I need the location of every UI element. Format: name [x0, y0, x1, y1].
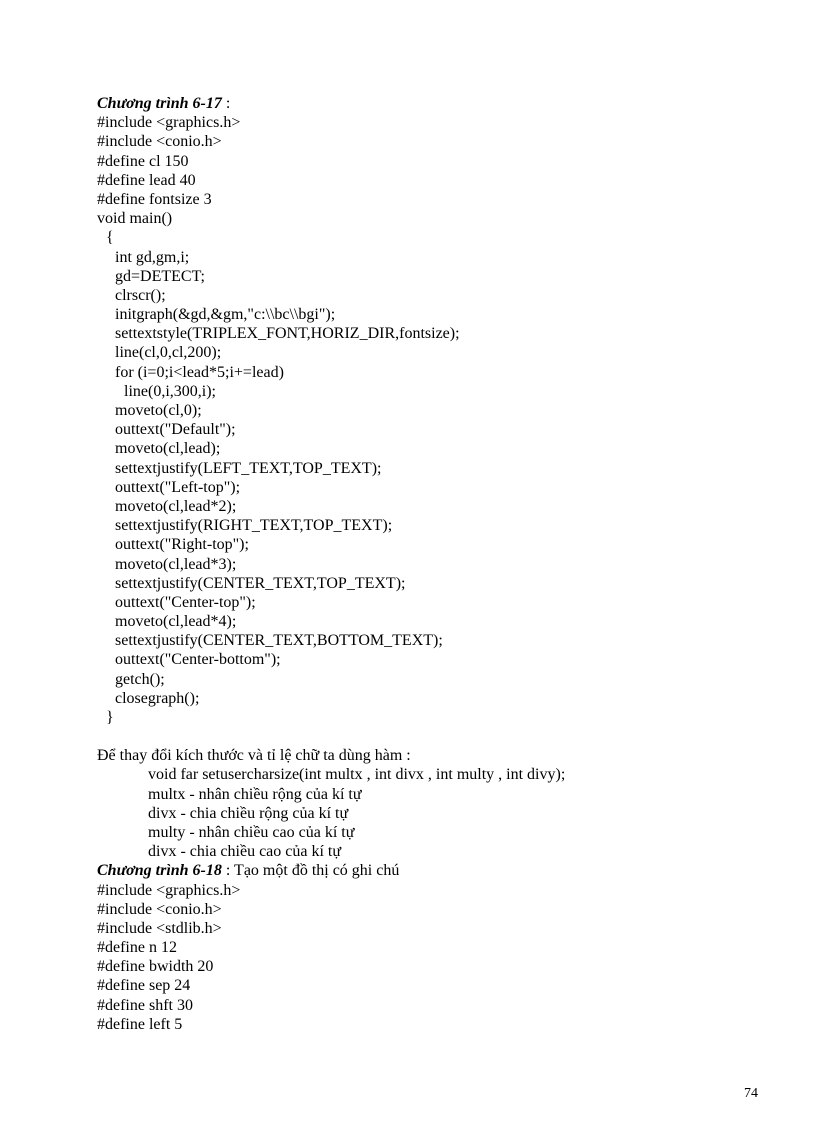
- code-close-brace: }: [106, 709, 114, 726]
- code-line: line(0,i,300,i);: [124, 382, 216, 400]
- code-line: #include <conio.h>: [97, 900, 222, 918]
- program-heading-6-17: Chương trình 6-17 :: [97, 95, 231, 112]
- code-line: settextjustify(CENTER_TEXT,TOP_TEXT);: [115, 574, 406, 592]
- param-description: divx - chia chiều rộng của kí tự: [148, 804, 349, 822]
- code-line: moveto(cl,lead);: [115, 440, 221, 458]
- code-line: moveto(cl,lead*3);: [115, 555, 237, 573]
- code-line: settextstyle(TRIPLEX_FONT,HORIZ_DIR,fontsize);: [115, 325, 460, 343]
- code-line: int gd,gm,i;: [115, 248, 190, 266]
- code-line: outtext("Center-top");: [115, 593, 256, 611]
- code-line: initgraph(&gd,&gm,"c:\\bc\\bgi");: [115, 306, 336, 324]
- code-line: clrscr();: [115, 286, 166, 304]
- code-line: for (i=0;i<lead*5;i+=lead): [115, 363, 284, 381]
- code-line: line(cl,0,cl,200);: [115, 344, 222, 362]
- code-line: #define left 5: [97, 1015, 183, 1033]
- code-line: #define cl 150: [97, 152, 189, 170]
- code-line: #define lead 40: [97, 171, 196, 189]
- code-line: void main(): [97, 210, 173, 228]
- explanation-intro: Để thay đổi kích thước và tỉ lệ chữ ta dùng hàm :: [97, 747, 411, 765]
- code-line: outtext("Default");: [115, 421, 236, 439]
- code-line: #include <conio.h>: [97, 133, 222, 151]
- page-number: 74: [744, 1086, 758, 1101]
- code-line: outtext("Center-bottom");: [115, 651, 281, 669]
- param-description: multy - nhân chiều cao của kí tự: [148, 823, 355, 841]
- code-line: #include <stdlib.h>: [97, 919, 222, 937]
- code-line: settextjustify(CENTER_TEXT,BOTTOM_TEXT);: [115, 632, 443, 650]
- code-open-brace: {: [106, 229, 114, 247]
- code-line: moveto(cl,0);: [115, 402, 202, 419]
- code-line: outtext("Left-top");: [115, 478, 241, 496]
- program-heading-6-18: Chương trình 6-18 : Tạo một đồ thị có ghi chú: [97, 862, 400, 880]
- page-content: [97, 94, 777, 1034]
- code-line: getch();: [115, 670, 165, 688]
- code-line: #define sep 24: [97, 977, 191, 995]
- code-line: outtext("Right-top");: [115, 536, 249, 554]
- code-line: moveto(cl,lead*2);: [115, 497, 237, 515]
- param-description: divx - chia chiều cao của kí tự: [148, 843, 342, 861]
- code-line: #define shft 30: [97, 996, 193, 1014]
- code-line: settextjustify(RIGHT_TEXT,TOP_TEXT);: [115, 517, 393, 535]
- function-signature: void far setusercharsize(int multx , int divx , int multy , int divy);: [148, 766, 566, 784]
- code-line: closegraph();: [115, 689, 200, 707]
- code-line: #define fontsize 3: [97, 190, 212, 208]
- code-line: #define n 12: [97, 939, 177, 957]
- code-line: moveto(cl,lead*4);: [115, 613, 237, 631]
- code-line: #define bwidth 20: [97, 958, 214, 976]
- code-line: gd=DETECT;: [115, 267, 205, 285]
- param-description: multx - nhân chiều rộng của kí tự: [148, 785, 362, 803]
- code-line: settextjustify(LEFT_TEXT,TOP_TEXT);: [115, 459, 382, 477]
- code-line: #include <graphics.h>: [97, 881, 241, 899]
- code-line: #include <graphics.h>: [97, 114, 241, 132]
- spacer: [97, 727, 777, 746]
